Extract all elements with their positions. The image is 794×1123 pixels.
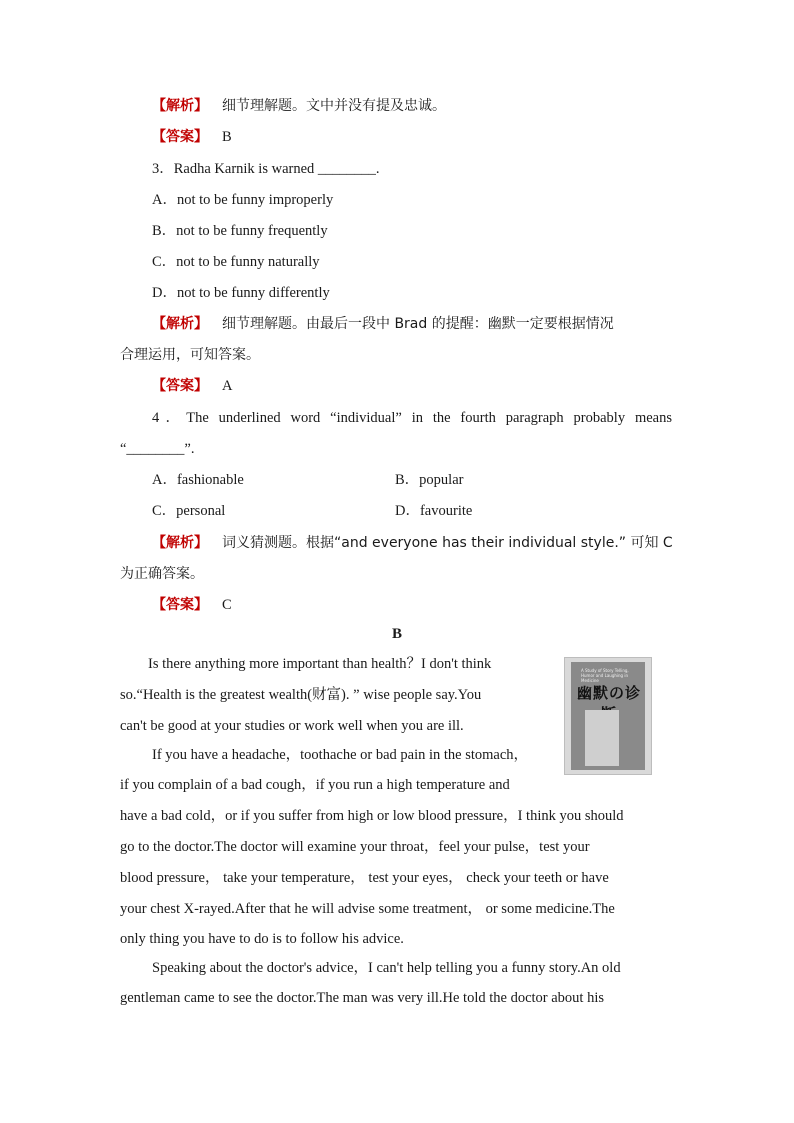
answer-value: C: [222, 597, 232, 613]
book-cover: [571, 662, 645, 770]
analysis-text: 细节理解题。文中并没有提及忠诚。: [222, 98, 446, 114]
analysis-tag: 【解析】: [152, 98, 208, 114]
q3-analysis-continuation: 合理运用，可知答案。: [120, 347, 260, 363]
q4-option-c: C．personal: [152, 503, 226, 519]
analysis-text: 词义猜测题。根据“and everyone has their individual style.” 可知 C: [222, 535, 673, 551]
q4-option-d: D．favourite: [395, 503, 473, 519]
q2-answer-row: [152, 127, 232, 147]
q2-analysis-row: [152, 96, 446, 116]
passage-line: If you have a headache，toothache or bad pain in the stomach，: [152, 747, 529, 763]
q4-stem: 4．The underlined word “individual” in the fourth paragraph probably means: [152, 410, 672, 426]
book-cover-image: [564, 657, 652, 775]
answer-value: B: [222, 129, 232, 145]
answer-tag: 【答案】: [152, 129, 208, 145]
book-subtitle: A Study of Story Telling, Humor and Laughing in Medicine: [581, 668, 629, 683]
q4-option-a: A．fashionable: [152, 472, 244, 488]
passage-line: so.“Health is the greatest wealth(财富). ” wise people say.You: [120, 687, 482, 703]
q3-answer-row: [152, 376, 232, 396]
q4-stem-blank: “________”.: [120, 441, 195, 457]
passage-line: go to the doctor.The doctor will examine your throat，feel your pulse，test your: [120, 839, 590, 855]
q4-answer-row: [152, 595, 232, 615]
passage-line: your chest X-rayed.After that he will advise some treatment， or some medicine.The: [120, 901, 615, 917]
passage-heading: B: [391, 626, 402, 642]
passage-line: can't be good at your studies or work well when you are ill.: [120, 718, 464, 734]
answer-tag: 【答案】: [152, 597, 208, 613]
book-title: 幽默の诊: [576, 684, 641, 702]
passage-line: if you complain of a bad cough，if you run a high temperature and: [120, 777, 510, 793]
analysis-text: 细节理解题。由最后一段中 Brad 的提醒：幽默一定要根据情况: [222, 316, 614, 332]
passage-line: gentleman came to see the doctor.The man was very ill.He told the doctor about his: [120, 990, 604, 1006]
q4-option-b: B．popular: [395, 472, 464, 488]
answer-tag: 【答案】: [152, 378, 208, 394]
book-illustration: [585, 710, 619, 766]
passage-line: have a bad cold，or if you suffer from high or low blood pressure，I think you should: [120, 808, 624, 824]
analysis-tag: 【解析】: [152, 535, 208, 551]
q3-option-c: C．not to be funny naturally: [152, 254, 320, 270]
answer-value: A: [222, 378, 233, 394]
q4-analysis-row: [152, 533, 673, 553]
analysis-tag: 【解析】: [152, 316, 208, 332]
q4-analysis-continuation: 为正确答案。: [120, 566, 204, 582]
q3-option-b: B．not to be funny frequently: [152, 223, 328, 239]
q3-option-d: D．not to be funny differently: [152, 285, 330, 301]
q3-stem: 3．Radha Karnik is warned ________.: [152, 161, 380, 177]
passage-line: blood pressure， take your temperature， test your eyes， check your teeth or have: [120, 870, 609, 886]
q3-analysis-row: [152, 314, 614, 334]
passage-line: Speaking about the doctor's advice，I can't help telling you a funny story.An old: [152, 960, 621, 976]
q3-option-a: A．not to be funny improperly: [152, 192, 334, 208]
passage-line: only thing you have to do is to follow his advice.: [120, 931, 404, 947]
passage-line: Is there anything more important than health？I don't think: [148, 656, 492, 672]
